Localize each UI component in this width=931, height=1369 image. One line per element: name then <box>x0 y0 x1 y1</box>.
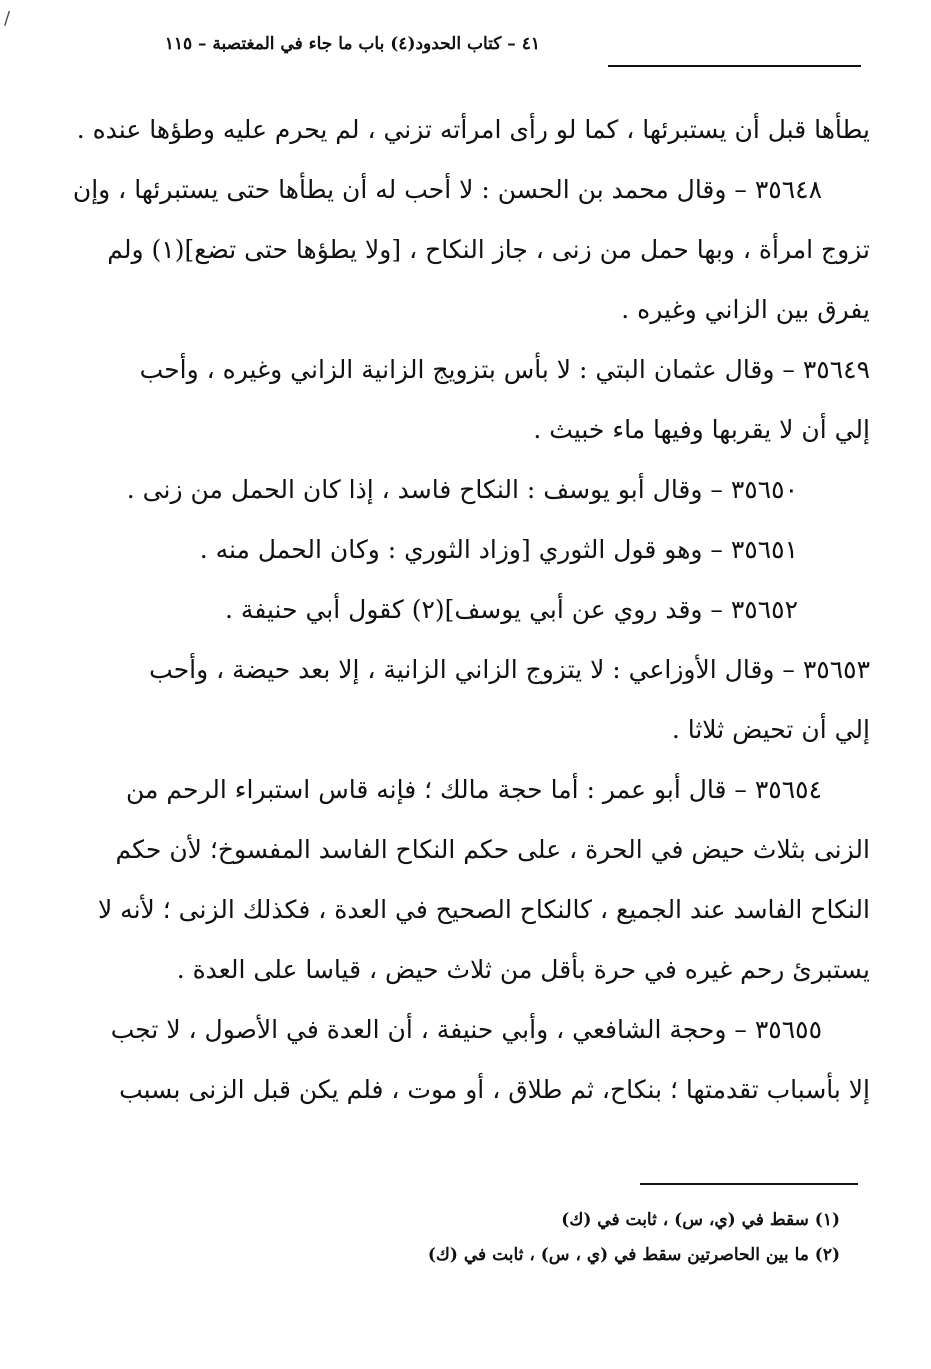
text-line: ٣٥٦٥٣ – وقال الأوزاعي : لا يتزوج الزاني الزانية ، إلا بعد حيضة ، وأحب <box>149 655 870 684</box>
text-line: الزنى بثلاث حيض في الحرة ، على حكم النكاح الفاسد المفسوخ؛ لأن حكم <box>115 835 870 864</box>
main-text <box>70 100 870 1120</box>
footnote-rule <box>640 1183 858 1185</box>
header-rule <box>608 65 861 67</box>
text-line: النكاح الفاسد عند الجميع ، كالنكاح الصحيح في العدة ، فكذلك الزنى ؛ لأنه لا <box>97 895 870 924</box>
text-line: يفرق بين الزاني وغيره . <box>621 295 870 324</box>
text-line: يستبرئ رحم غيره في حرة بأقل من ثلاث حيض ، قياسا على العدة . <box>176 955 870 984</box>
text-line: ٣٥٦٥٠ – وقال أبو يوسف : النكاح فاسد ، إذا كان الحمل من زنى . <box>126 475 798 504</box>
text-line: إلي أن تحيض ثلاثا . <box>671 715 870 744</box>
text-line: إلي أن لا يقربها وفيها ماء خبيث . <box>533 415 870 444</box>
text-line: تزوج امرأة ، وبها حمل من زنى ، جاز النكاح ، [ولا يطؤها حتى تضع](١) ولم <box>107 235 870 264</box>
text-line: ٣٥٦٥٤ – قال أبو عمر : أما حجة مالك ؛ فإنه قاس استبراء الرحم من <box>126 775 822 804</box>
footnote: (١) سقط في (ي، س) ، ثابت في (ك) <box>561 1210 840 1230</box>
text-line: إلا بأسباب تقدمتها ؛ بنكاح، ثم طلاق ، أو موت ، فلم يكن قبل الزنى بسبب <box>119 1075 870 1104</box>
footnotes <box>300 1203 840 1273</box>
text-line: ٣٥٦٥٥ – وحجة الشافعي ، وأبي حنيفة ، أن العدة في الأصول ، لا تجب <box>110 1015 822 1044</box>
corner-mark: / <box>4 8 11 29</box>
text-line: يطأها قبل أن يستبرئها ، كما لو رأى امرأته تزني ، لم يحرم عليه وطؤها عنده . <box>76 115 870 144</box>
text-line: ٣٥٦٥١ – وهو قول الثوري [وزاد الثوري : وكان الحمل منه . <box>199 535 798 564</box>
text-line: ٣٥٦٥٢ – وقد روي عن أبي يوسف](٢) كقول أبي حنيفة . <box>225 595 798 624</box>
footnote: (٢) ما بين الحاصرتين سقط في (ي ، س) ، ثابت في (ك) <box>427 1245 840 1265</box>
running-header: ٤١ – كتاب الحدود(٤) باب ما جاء في المغتصبة – ١١٥ <box>164 34 540 54</box>
text-line: ٣٥٦٤٩ – وقال عثمان البتي : لا بأس بتزويج الزانية الزاني وغيره ، وأحب <box>139 355 870 384</box>
text-line: ٣٥٦٤٨ – وقال محمد بن الحسن : لا أحب له أن يطأها حتى يستبرئها ، وإن <box>72 175 822 204</box>
